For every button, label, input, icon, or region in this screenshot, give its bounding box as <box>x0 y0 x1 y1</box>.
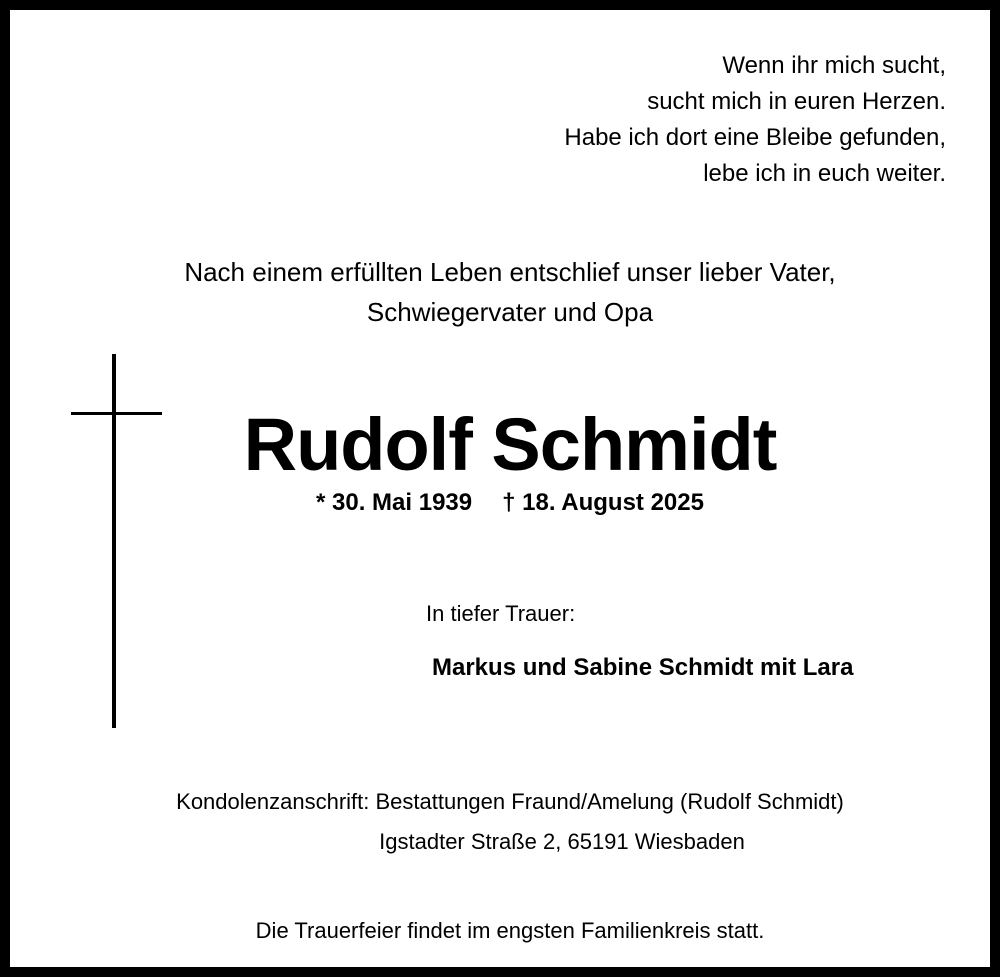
intro-line-2: Schwiegervater und Opa <box>366 297 654 327</box>
life-dates <box>10 486 1000 520</box>
deceased-name <box>10 402 1000 488</box>
poem-line: Wenn ihr mich sucht, <box>722 52 946 79</box>
funeral-note: Die Trauerfeier findet im engsten Familienkreis statt. <box>255 918 765 943</box>
condolence-address <box>10 782 1000 862</box>
condolence-line-2: Igstadter Straße 2, 65191 Wiesbaden <box>379 829 745 854</box>
birth-date: * 30. Mai 1939 <box>316 489 473 516</box>
deceased-name-text: Rudolf Schmidt <box>243 403 777 486</box>
poem <box>564 48 946 192</box>
mourning-family: Markus und Sabine Schmidt mit Lara <box>432 654 854 681</box>
poem-line: lebe ich in euch weiter. <box>703 160 946 187</box>
mourning-label: In tiefer Trauer: <box>426 601 576 626</box>
intro-line-1: Nach einem erfüllten Leben entschlief unser lieber Vater, <box>184 257 836 287</box>
poem-line: sucht mich in euren Herzen. <box>647 88 946 115</box>
poem-line: Habe ich dort eine Bleibe gefunden, <box>564 124 946 151</box>
condolence-line-1: Kondolenzanschrift: Bestattungen Fraund/Amelung (Rudolf Schmidt) <box>176 789 844 814</box>
intro-text <box>10 252 1000 332</box>
death-date: † 18. August 2025 <box>502 489 704 516</box>
